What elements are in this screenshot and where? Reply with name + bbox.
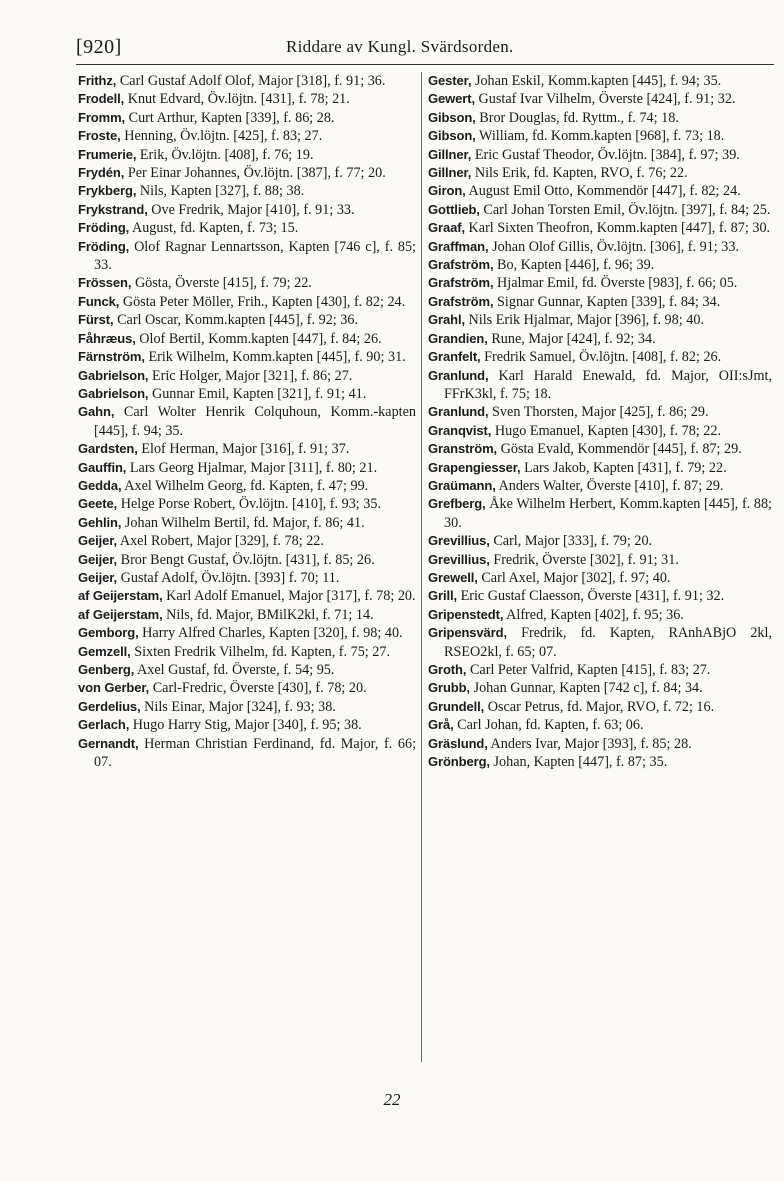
entry-surname: Gauffin, [78, 459, 127, 475]
entry-surname: Grafström, [428, 257, 494, 273]
entry-surname: Fröding, [78, 220, 130, 236]
register-entry [428, 274, 772, 292]
entry-surname: Gabrielson, [78, 385, 149, 401]
register-entry [428, 569, 772, 587]
entry-surname: Grewell, [428, 569, 478, 585]
entry-details: Gustaf Ivar Vilhelm, Överste [424], f. 91; 32. [478, 91, 736, 108]
register-entry [78, 551, 416, 569]
register-entry [428, 146, 772, 164]
entry-details: Carl Axel, Major [302], f. 97; 40. [481, 569, 671, 586]
entry-details: Erik, Öv.löjtn. [408], f. 76; 19. [139, 146, 314, 163]
register-entry [428, 495, 772, 532]
entry-surname: Gemborg, [78, 625, 139, 641]
entry-details: Nils Erik, fd. Kapten, RVO, f. 76; 22. [474, 165, 688, 182]
register-entry [428, 72, 772, 90]
page-header [76, 36, 774, 62]
entry-surname: Geete, [78, 496, 118, 512]
entry-surname: Granfelt, [428, 349, 481, 365]
register-entry [78, 146, 416, 164]
entry-details: Karl Harald Enewald, fd. Major, OII:sJmt, FFrK3kl, f. 75; 18. [444, 367, 772, 402]
register-entry [428, 256, 772, 274]
entry-details: Carl Johan, fd. Kapten, f. 63; 06. [457, 717, 644, 734]
entry-surname: Gibson, [428, 128, 476, 144]
entry-details: Fredrik, fd. Kapten, RAnhABjO 2kl, RSEO2kl, f. 65; 07. [444, 625, 773, 660]
entry-details: Herman Christian Ferdinand, fd. Major, f. 66; 07. [94, 735, 417, 771]
register-entry [78, 219, 416, 237]
entry-details: Hugo Emanuel, Kapten [430], f. 78; 22. [494, 422, 722, 439]
entry-details: Carl Gustaf Adolf Olof, Major [318], f. 91; 36. [119, 73, 386, 89]
register-entry [78, 459, 416, 477]
entry-details: Carl Johan Torsten Emil, Öv.löjtn. [397], f. 84; 25. [483, 201, 771, 218]
entry-details: Lars Georg Hjalmar, Major [311], f. 80; 21. [129, 459, 378, 476]
entry-surname: Grevillius, [428, 551, 490, 567]
register-entry [78, 569, 416, 587]
entry-surname: Fromm, [78, 109, 126, 125]
register-entry [428, 90, 772, 108]
entry-surname: Genberg, [78, 662, 135, 677]
register-entry [78, 274, 416, 292]
entry-details: Fredrik Samuel, Öv.löjtn. [408], f. 82; 26. [484, 349, 722, 366]
register-entry [428, 311, 772, 329]
register-entry [428, 716, 772, 734]
entry-details: Sixten Fredrik Vilhelm, fd. Kapten, f. 75; 27. [134, 643, 391, 660]
register-entry [78, 716, 416, 734]
entry-details: Eric Gustaf Theodor, Öv.löjtn. [384], f. 97; 39. [474, 146, 740, 163]
register-entry [78, 293, 416, 311]
entry-surname: Graffman, [428, 238, 489, 254]
entry-details: Gunnar Emil, Kapten [321], f. 91; 41. [151, 385, 367, 402]
entry-surname: Grevillius, [428, 533, 490, 549]
entry-details: Eric Holger, Major [321], f. 86; 27. [151, 367, 353, 384]
entry-details: Fredrik, Överste [302], f. 91; 31. [493, 551, 679, 568]
entry-details: August Emil Otto, Kommendör [447], f. 82; 24. [468, 183, 741, 200]
entry-surname: Granlund, [428, 404, 489, 420]
entry-details: Knut Edvard, Öv.löjtn. [431], f. 78; 21. [127, 91, 350, 108]
register-entry [78, 182, 416, 200]
running-title: Riddare av Kungl. Svärdsorden. [286, 37, 514, 56]
register-entry [428, 367, 772, 404]
register-entry [428, 293, 772, 311]
entry-details: Bo, Kapten [446], f. 96; 39. [497, 257, 655, 274]
register-entry [78, 238, 416, 275]
entry-details: Carl Peter Valfrid, Kapten [415], f. 83; 27. [469, 662, 711, 678]
entry-surname: Frodell, [78, 91, 125, 107]
register-entry [78, 514, 416, 532]
entry-details: Johan Gunnar, Kapten [742 c], f. 84; 34. [473, 680, 703, 697]
entry-surname: Gripensvärd, [428, 625, 507, 641]
entry-details: Nils Einar, Major [324], f. 93; 38. [144, 698, 336, 715]
register-entry [428, 348, 772, 366]
entry-details: Åke Wilhelm Herbert, Komm.kapten [445], f. 88; 30. [444, 496, 772, 531]
entry-surname: Geijer, [78, 551, 118, 567]
entry-surname: Gillner, [428, 146, 472, 162]
entry-details: Carl-Fredric, Överste [430], f. 78; 20. [152, 680, 367, 697]
entry-details: William, fd. Komm.kapten [968], f. 73; 18. [479, 128, 725, 145]
entry-surname: Grandien, [428, 330, 488, 346]
register-entry [428, 182, 772, 200]
entry-surname: Frithz, [78, 73, 117, 88]
entry-details: Ove Fredrik, Major [410], f. 91; 33. [151, 201, 355, 218]
register-entry [78, 109, 416, 127]
entry-surname: Grafström, [428, 293, 494, 309]
register-entry [78, 495, 416, 513]
entry-surname: Frössen, [78, 275, 132, 291]
entry-surname: Gewert, [428, 91, 475, 107]
entry-details: August, fd. Kapten, f. 73; 15. [131, 220, 299, 237]
entry-details: Nils, Kapten [327], f. 88; 38. [139, 183, 305, 200]
register-entry [78, 587, 416, 605]
entry-details: Bror Bengt Gustaf, Öv.löjtn. [431], f. 85; 26. [120, 551, 375, 568]
entry-surname: Färnström, [78, 349, 145, 365]
register-entry [428, 403, 772, 421]
entry-surname: Geijer, [78, 569, 118, 585]
page-footer [0, 1090, 784, 1110]
entry-details: Nils Erik Hjalmar, Major [396], f. 98; 40. [468, 312, 704, 329]
register-entry [428, 753, 772, 771]
entry-details: Anders Ivar, Major [393], f. 85; 28. [490, 735, 692, 752]
entry-surname: Grefberg, [428, 496, 486, 512]
entry-details: Carl Wolter Henrik Colquhoun, Komm.-kapten [445], f. 94; 35. [94, 404, 416, 439]
entry-details: Gösta, Överste [415], f. 79; 22. [134, 275, 312, 292]
entry-details: Olof Ragnar Lennartsson, Kapten [746 c], f. 85; 33. [94, 238, 416, 274]
entry-details: Hugo Harry Stig, Major [340], f. 95; 38. [132, 717, 362, 734]
entry-details: Henning, Öv.löjtn. [425], f. 83; 27. [124, 128, 323, 145]
register-entry [78, 127, 416, 145]
register-entry [428, 532, 772, 550]
register-entry [78, 367, 416, 385]
register-entry [78, 201, 416, 219]
page-number: [920] [76, 36, 122, 58]
entry-surname: Giron, [428, 183, 466, 199]
entry-surname: Grahl, [428, 312, 465, 328]
right-column [428, 72, 772, 771]
register-entry [428, 679, 772, 697]
entry-surname: Froste, [78, 128, 121, 144]
entry-details: Gösta Evald, Kommendör [445], f. 87; 29. [500, 441, 742, 458]
register-entry [428, 551, 772, 569]
entry-details: Olof Bertil, Komm.kapten [447], f. 84; 26. [139, 330, 382, 347]
register-entry [428, 127, 772, 145]
entry-details: Curt Arthur, Kapten [339], f. 86; 28. [128, 109, 335, 126]
entry-details: Karl Sixten Theofron, Komm.kapten [447], f. 87; 30. [468, 220, 771, 237]
entry-surname: Frykberg, [78, 183, 137, 199]
entry-details: Elof Herman, Major [316], f. 91; 37. [141, 441, 350, 458]
register-entry [428, 109, 772, 127]
register-entry [78, 477, 416, 495]
entry-surname: Granlund, [428, 367, 489, 383]
entry-surname: Gerlach, [78, 717, 130, 733]
entry-details: Johan Olof Gillis, Öv.löjtn. [306], f. 91; 33. [492, 238, 740, 255]
entry-details: Erik Wilhelm, Komm.kapten [445], f. 90; 31. [148, 349, 406, 366]
register-entry [78, 532, 416, 550]
entry-details: Harry Alfred Charles, Kapten [320], f. 98; 40. [142, 625, 403, 642]
register-entry [428, 624, 772, 661]
register-entry [78, 90, 416, 108]
entry-surname: Fröding, [78, 238, 130, 254]
entry-details: Bror Douglas, fd. Ryttm., f. 74; 18. [479, 109, 679, 126]
register-entry [78, 330, 416, 348]
register-entry [428, 238, 772, 256]
entry-surname: Gemzell, [78, 643, 131, 659]
entry-details: Anders Walter, Överste [410], f. 87; 29. [498, 477, 724, 494]
entry-details: Alfred, Kapten [402], f. 95; 36. [506, 606, 684, 623]
entry-details: Signar Gunnar, Kapten [339], f. 84; 34. [497, 293, 721, 310]
entry-surname: Frumerie, [78, 146, 137, 162]
entry-details: Johan Eskil, Komm.kapten [445], f. 94; 35. [474, 73, 722, 89]
register-entry [428, 219, 772, 237]
register-entry [428, 330, 772, 348]
entry-surname: Grubb, [428, 680, 471, 696]
entry-surname: Gräslund, [428, 735, 488, 751]
entry-surname: Fürst, [78, 312, 114, 328]
entry-details: Helge Porse Robert, Öv.löjtn. [410], f. 93; 35. [120, 496, 382, 513]
entry-details: Carl, Major [333], f. 79; 20. [493, 533, 653, 550]
entry-details: Lars Jakob, Kapten [431], f. 79; 22. [524, 459, 727, 476]
register-entry [78, 643, 416, 661]
register-entry [428, 661, 772, 679]
footer-page-number: 22 [383, 1090, 401, 1109]
register-entry [78, 606, 416, 624]
register-entry [428, 201, 772, 219]
entry-surname: Funck, [78, 293, 120, 309]
entry-details: Gösta Peter Möller, Frih., Kapten [430], f. 82; 24. [122, 293, 406, 310]
entry-details: Nils, fd. Major, BMilK2kl, f. 71; 14. [166, 606, 374, 623]
register-entry [78, 348, 416, 366]
entry-surname: Gehlin, [78, 514, 122, 530]
entry-details: Eric Gustaf Claesson, Överste [431], f. 91; 32. [460, 588, 725, 605]
entry-surname: Grönberg, [428, 754, 490, 770]
register-entry [78, 661, 416, 679]
register-entry [78, 72, 416, 90]
entry-surname: Geijer, [78, 533, 118, 549]
entry-details: Karl Adolf Emanuel, Major [317], f. 78; 20. [166, 588, 416, 605]
entry-surname: Gillner, [428, 165, 472, 181]
entry-surname: Gardsten, [78, 441, 138, 457]
register-entry [428, 735, 772, 753]
entry-details: Gustaf Adolf, Öv.löjtn. [393] f. 70; 11. [120, 569, 340, 586]
register-entry [428, 477, 772, 495]
entry-surname: Grill, [428, 588, 458, 604]
entry-surname: Gripenstedt, [428, 606, 504, 622]
register-entry [78, 698, 416, 716]
column-divider [421, 72, 422, 1062]
register-entry [428, 606, 772, 624]
register-entry [78, 440, 416, 458]
entry-surname: Frydén, [78, 165, 125, 181]
entry-surname: Fåhræus, [78, 330, 136, 346]
entry-surname: Grå, [428, 717, 454, 733]
left-column [78, 72, 416, 771]
entry-surname: Gerdelius, [78, 698, 141, 714]
entry-surname: Groth, [428, 662, 467, 677]
entry-surname: Grundell, [428, 698, 485, 714]
entry-surname: von Gerber, [78, 680, 150, 696]
register-entry [428, 459, 772, 477]
register-entry [78, 624, 416, 642]
entry-surname: Gedda, [78, 477, 122, 493]
register-entry [78, 385, 416, 403]
register-entry [428, 440, 772, 458]
register-entry [78, 679, 416, 697]
entry-surname: Graaf, [428, 220, 465, 236]
entry-surname: Gester, [428, 73, 472, 88]
register-entry [428, 698, 772, 716]
entry-details: Oscar Petrus, fd. Major, RVO, f. 72; 16. [487, 698, 715, 715]
register-entry [78, 164, 416, 182]
entry-surname: Gottlieb, [428, 201, 480, 217]
entry-surname: Gibson, [428, 109, 476, 125]
entry-details: Per Einar Johannes, Öv.löjtn. [387], f. 77; 20. [127, 165, 386, 182]
entry-surname: af Geijerstam, [78, 606, 163, 622]
entry-surname: Grafström, [428, 275, 494, 291]
entry-details: Axel Robert, Major [329], f. 78; 22. [119, 533, 324, 550]
entry-details: Axel Gustaf, fd. Överste, f. 54; 95. [137, 662, 335, 678]
entry-surname: Gahn, [78, 404, 115, 420]
entry-surname: Frykstrand, [78, 201, 148, 217]
entry-details: Johan, Kapten [447], f. 87; 35. [493, 754, 668, 771]
entry-surname: af Geijerstam, [78, 588, 163, 604]
entry-surname: Gabrielson, [78, 367, 149, 383]
entry-details: Hjalmar Emil, fd. Överste [983], f. 66; 05. [497, 275, 738, 292]
register-entry [78, 735, 416, 772]
entry-surname: Grapengiesser, [428, 459, 521, 475]
entry-details: Sven Thorsten, Major [425], f. 86; 29. [492, 404, 709, 421]
entry-surname: Granqvist, [428, 422, 492, 438]
entry-surname: Graümann, [428, 477, 496, 493]
register-entry [78, 403, 416, 440]
entry-surname: Gernandt, [78, 735, 139, 751]
entry-details: Axel Wilhelm Georg, fd. Kapten, f. 47; 99. [124, 477, 369, 494]
entry-details: Rune, Major [424], f. 92; 34. [491, 330, 656, 347]
register-entry [428, 587, 772, 605]
register-entry [428, 164, 772, 182]
entry-details: Johan Wilhelm Bertil, fd. Major, f. 86; 41. [124, 514, 365, 531]
register-entry [428, 422, 772, 440]
entry-details: Carl Oscar, Komm.kapten [445], f. 92; 36. [117, 312, 359, 329]
entry-surname: Granström, [428, 441, 498, 457]
header-rule [76, 64, 774, 65]
register-entry [78, 311, 416, 329]
